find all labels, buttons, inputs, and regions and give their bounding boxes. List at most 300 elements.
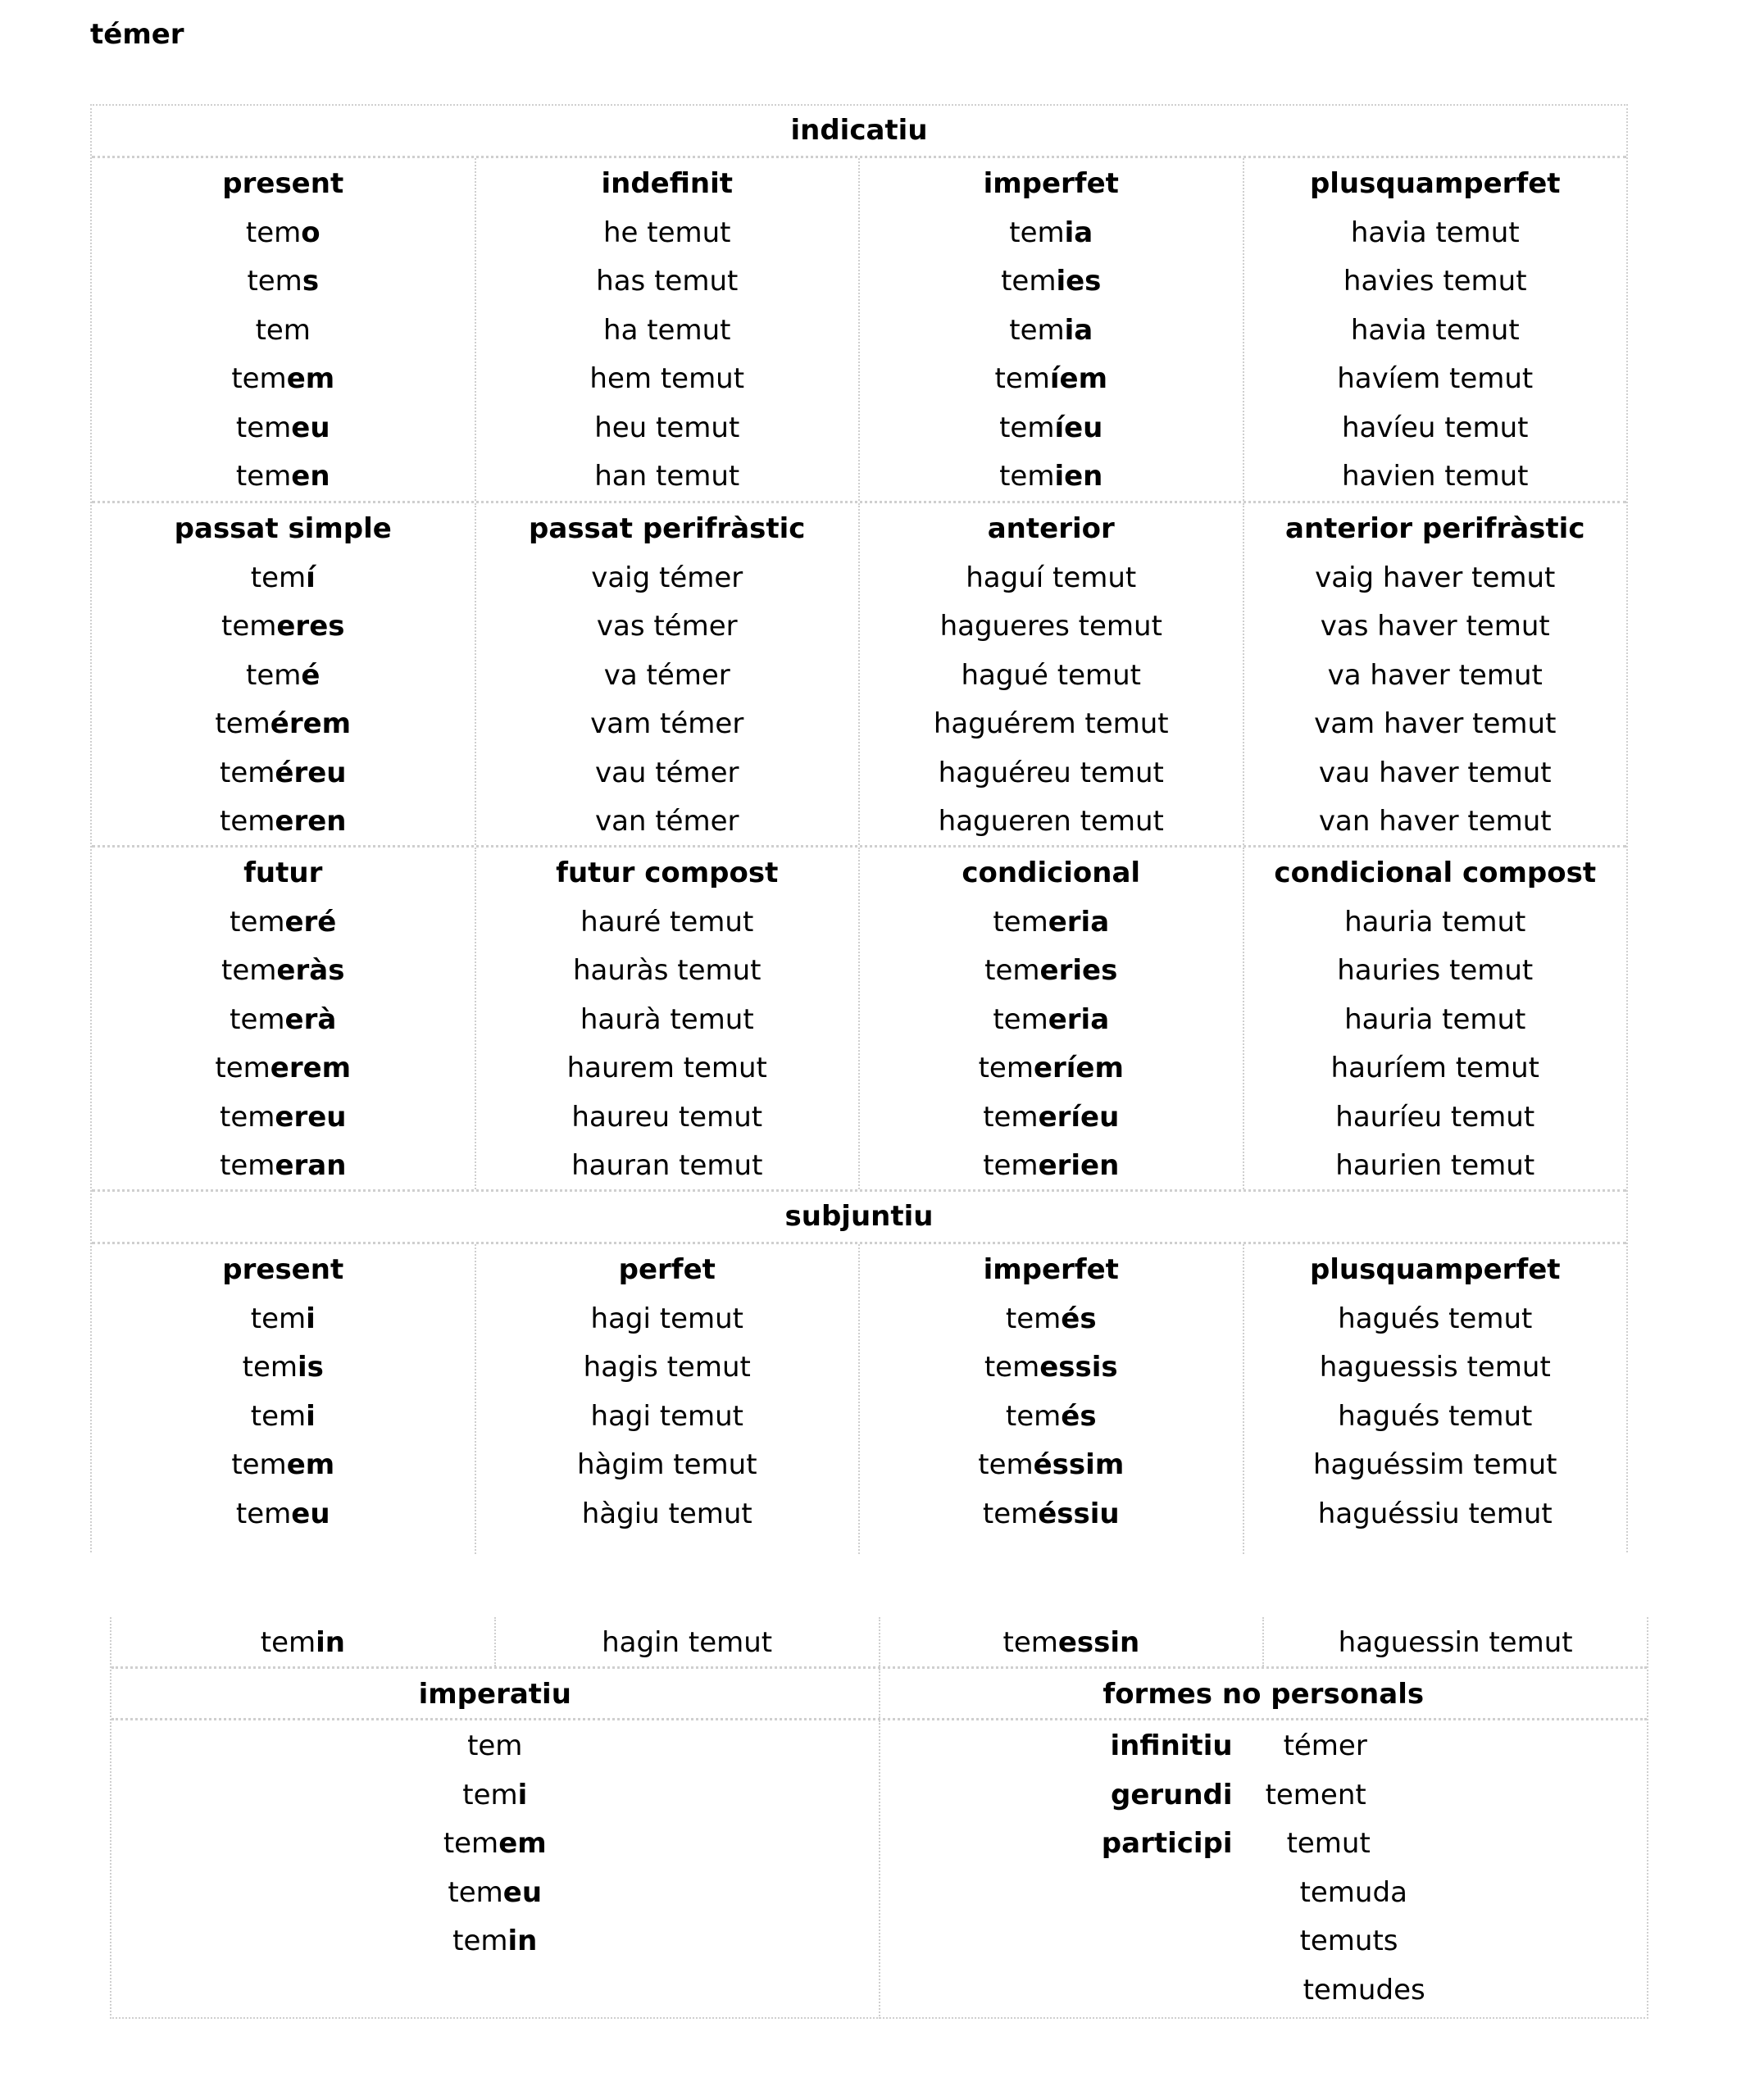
verb-ending: íeu bbox=[1054, 411, 1103, 444]
verb-form bbox=[476, 257, 859, 307]
verb-stem: haguéssiu temut bbox=[1317, 1497, 1553, 1530]
verb-stem: tem bbox=[220, 805, 275, 838]
verb-form bbox=[1264, 1619, 1647, 1668]
verb-stem: tem bbox=[467, 1729, 523, 1762]
verb-form bbox=[92, 355, 475, 404]
verb-form bbox=[1244, 209, 1627, 258]
verb-ending: eries bbox=[1039, 954, 1118, 987]
verb-stem: tem bbox=[993, 1002, 1048, 1036]
verb-form bbox=[860, 404, 1243, 453]
verb-ending: ia bbox=[1064, 313, 1093, 347]
verb-ending: erem bbox=[270, 1052, 352, 1084]
tense-column bbox=[1244, 158, 1627, 501]
verb-stem: hauria temut bbox=[1344, 1002, 1526, 1036]
verb-stem: va haver temut bbox=[1327, 658, 1543, 692]
verb-stem: havia temut bbox=[1350, 313, 1520, 347]
verb-ending: eu bbox=[291, 411, 330, 444]
tense-column bbox=[860, 158, 1244, 501]
verb-form bbox=[92, 1142, 475, 1191]
verb-stem: tem bbox=[221, 954, 277, 987]
verb-form bbox=[92, 798, 475, 847]
verb-stem: tem bbox=[235, 460, 292, 493]
verb-form bbox=[111, 1722, 879, 1771]
verb-ending: eres bbox=[276, 610, 345, 643]
verb-stem: tem bbox=[448, 1875, 503, 1909]
verb-stem: vam témer bbox=[590, 707, 744, 740]
tense-column bbox=[476, 158, 861, 501]
verb-form bbox=[476, 1295, 859, 1344]
verb-ending: erien bbox=[1038, 1149, 1120, 1182]
verb-form bbox=[1244, 452, 1627, 502]
verb-form bbox=[860, 1044, 1243, 1093]
verb-form bbox=[496, 1619, 879, 1668]
verb-stem: hagi temut bbox=[590, 1302, 743, 1335]
verb-stem: haguí temut bbox=[966, 561, 1137, 594]
verb-ending: em bbox=[286, 362, 335, 395]
verb-form bbox=[92, 1441, 475, 1490]
verb-form bbox=[860, 602, 1243, 652]
imperatiu-column bbox=[111, 1720, 880, 2019]
verb-stem: han temut bbox=[594, 460, 740, 493]
tense-column bbox=[1264, 1617, 1647, 1666]
verb-form bbox=[92, 554, 475, 603]
verb-ending: ia bbox=[1064, 216, 1093, 249]
verb-ending: o bbox=[301, 216, 321, 249]
verb-form bbox=[1244, 1093, 1627, 1143]
label-participi: participi bbox=[1101, 1827, 1233, 1860]
tense-block-1 bbox=[92, 158, 1626, 503]
verb-stem: vaig témer bbox=[591, 561, 743, 594]
formes-no-personals-column bbox=[880, 1720, 1648, 2019]
verb-stem: tem bbox=[215, 707, 271, 740]
verb-form bbox=[476, 209, 859, 258]
verb-stem: tem bbox=[221, 610, 277, 643]
verb-stem: tem bbox=[978, 1448, 1034, 1481]
verb-stem: hàgiu temut bbox=[581, 1497, 752, 1530]
verb-stem: tem bbox=[983, 1149, 1039, 1182]
label-infinitiu: infinitiu bbox=[1110, 1729, 1233, 1762]
verb-stem: hauré temut bbox=[580, 905, 754, 939]
verb-form bbox=[1244, 1441, 1627, 1490]
verb-stem: tem bbox=[220, 756, 275, 789]
tense-header: passat simple bbox=[174, 512, 392, 545]
verb-form bbox=[92, 1343, 475, 1393]
mood-header-subjuntiu: subjuntiu bbox=[92, 1192, 1626, 1244]
page-title: témer bbox=[90, 18, 184, 51]
verb-stem: hagué temut bbox=[961, 658, 1141, 692]
verb-form bbox=[1244, 554, 1627, 603]
tense-header: condicional compost bbox=[1274, 857, 1597, 889]
verb-stem: va témer bbox=[603, 658, 730, 692]
verb-stem: haureu temut bbox=[571, 1100, 763, 1134]
verb-form bbox=[860, 307, 1243, 356]
verb-stem: tem bbox=[984, 1351, 1040, 1384]
verb-stem: hauràs temut bbox=[572, 954, 762, 987]
verb-form bbox=[1244, 700, 1627, 749]
verb-ending: í bbox=[306, 561, 316, 594]
conjugation-table-main bbox=[90, 104, 1628, 1552]
tense-block-2 bbox=[92, 503, 1626, 848]
verb-ending: eria bbox=[1048, 1002, 1110, 1036]
verb-form bbox=[1244, 307, 1627, 356]
verb-form bbox=[1244, 652, 1627, 701]
verb-form bbox=[111, 1771, 879, 1820]
verb-form bbox=[860, 452, 1243, 502]
verb-stem: haurien temut bbox=[1335, 1149, 1535, 1182]
verb-form bbox=[1244, 602, 1627, 652]
verb-ending: és bbox=[1061, 1302, 1097, 1335]
verb-stem: havia temut bbox=[1350, 216, 1520, 249]
verb-stem: tem bbox=[1005, 1399, 1062, 1433]
tense-column bbox=[476, 503, 861, 845]
verb-form bbox=[860, 1093, 1243, 1143]
verb-stem: hagi temut bbox=[590, 1399, 743, 1433]
verb-stem: hauria temut bbox=[1344, 905, 1526, 939]
verb-form bbox=[1244, 1295, 1627, 1344]
verb-stem: haguessis temut bbox=[1319, 1351, 1551, 1384]
verb-stem: he temut bbox=[602, 216, 731, 249]
verb-ending: em bbox=[498, 1827, 547, 1860]
verb-form bbox=[880, 1619, 1263, 1668]
verb-stem: tem bbox=[235, 411, 292, 444]
verb-form bbox=[1244, 996, 1627, 1045]
value-gerundi: tement bbox=[1265, 1778, 1366, 1811]
verb-form bbox=[476, 554, 859, 603]
verb-ending: i bbox=[517, 1778, 528, 1811]
verb-form bbox=[92, 1093, 475, 1143]
verb-ending: eria bbox=[1048, 905, 1110, 939]
verb-form bbox=[92, 404, 475, 453]
verb-form bbox=[1244, 1142, 1627, 1191]
verb-form bbox=[476, 700, 859, 749]
verb-form bbox=[476, 307, 859, 356]
verb-form bbox=[860, 355, 1243, 404]
verb-form bbox=[476, 1343, 859, 1393]
verb-form bbox=[476, 1490, 859, 1539]
verb-stem: tem bbox=[984, 954, 1040, 987]
verb-stem: tem bbox=[220, 1100, 275, 1134]
tense-column bbox=[860, 503, 1244, 845]
verb-stem: tem bbox=[1002, 1626, 1058, 1659]
verb-form bbox=[92, 947, 475, 996]
verb-stem: tem bbox=[235, 1497, 292, 1530]
verb-ending: éssim bbox=[1033, 1448, 1125, 1481]
verb-ending: eríeu bbox=[1038, 1100, 1120, 1134]
tense-column bbox=[880, 1617, 1265, 1666]
tense-header: imperfet bbox=[983, 167, 1119, 200]
tense-header: anterior bbox=[987, 512, 1115, 545]
verb-ending: é bbox=[301, 658, 321, 692]
tense-header: indefinit bbox=[601, 167, 734, 200]
verb-ending: ies bbox=[1056, 265, 1102, 298]
verb-form bbox=[476, 404, 859, 453]
verb-form bbox=[1244, 798, 1627, 847]
subjuntiu-continued-row bbox=[111, 1617, 1647, 1669]
verb-stem: havíem temut bbox=[1337, 362, 1534, 395]
verb-stem: hauries temut bbox=[1337, 954, 1534, 987]
verb-stem: tem bbox=[260, 1626, 316, 1659]
verb-form bbox=[1244, 947, 1627, 996]
verb-form bbox=[860, 749, 1243, 798]
verb-ending: eràs bbox=[276, 954, 345, 987]
verb-form bbox=[476, 355, 859, 404]
verb-form bbox=[92, 1490, 475, 1539]
verb-form bbox=[860, 652, 1243, 701]
tense-header: plusquamperfet bbox=[1309, 1253, 1561, 1286]
verb-stem: hem temut bbox=[589, 362, 745, 395]
mood-header-row bbox=[111, 1669, 1647, 1720]
verb-form bbox=[476, 452, 859, 502]
tense-column bbox=[860, 1244, 1244, 1554]
verb-stem: van témer bbox=[594, 805, 739, 838]
tense-column bbox=[92, 848, 476, 1189]
verb-ending: éssiu bbox=[1038, 1497, 1120, 1530]
tense-column bbox=[92, 1244, 476, 1554]
verb-ending: in bbox=[316, 1626, 345, 1659]
verb-ending: érem bbox=[270, 707, 352, 740]
label-gerundi: gerundi bbox=[1110, 1778, 1233, 1811]
value-participi-masc-pl: temuts bbox=[1299, 1925, 1398, 1957]
tense-column bbox=[476, 848, 861, 1189]
verb-stem: vas haver temut bbox=[1320, 610, 1550, 643]
verb-form bbox=[860, 1343, 1243, 1393]
verb-ending: essis bbox=[1039, 1351, 1118, 1384]
mood-header-indicatiu: indicatiu bbox=[92, 106, 1626, 158]
nonpersonal-labels bbox=[1102, 1722, 1266, 2015]
verb-form bbox=[860, 1441, 1243, 1490]
verb-stem: tem bbox=[982, 1497, 1039, 1530]
verb-stem: hauríem temut bbox=[1330, 1052, 1539, 1084]
verb-form bbox=[860, 1393, 1243, 1442]
verb-stem: tem bbox=[983, 1100, 1039, 1134]
verb-form bbox=[92, 749, 475, 798]
verb-stem: haguérem temut bbox=[933, 707, 1169, 740]
verb-form bbox=[1244, 404, 1627, 453]
value-infinitiu: témer bbox=[1283, 1729, 1367, 1762]
verb-stem: haguéreu temut bbox=[938, 756, 1164, 789]
verb-form bbox=[476, 652, 859, 701]
verb-form bbox=[476, 1093, 859, 1143]
verb-ending: eren bbox=[275, 805, 347, 838]
verb-stem: vas témer bbox=[596, 610, 738, 643]
verb-ending: i bbox=[306, 1302, 316, 1335]
tense-header: futur bbox=[243, 857, 323, 889]
verb-form bbox=[476, 1044, 859, 1093]
verb-form bbox=[1244, 257, 1627, 307]
verb-form bbox=[1244, 1044, 1627, 1093]
verb-ending: íem bbox=[1049, 362, 1108, 395]
tense-column bbox=[496, 1617, 880, 1666]
verb-stem: hàgim temut bbox=[576, 1448, 757, 1481]
mood-header-imperatiu: imperatiu bbox=[111, 1669, 880, 1718]
tense-column bbox=[111, 1617, 496, 1666]
verb-form bbox=[476, 749, 859, 798]
verb-form bbox=[1244, 1490, 1627, 1539]
verb-stem: ha temut bbox=[603, 313, 731, 347]
verb-stem: vaig haver temut bbox=[1315, 561, 1556, 594]
verb-ending: ereu bbox=[275, 1100, 347, 1134]
verb-form bbox=[92, 700, 475, 749]
verb-form bbox=[860, 947, 1243, 996]
tense-column bbox=[1244, 503, 1627, 845]
verb-stem: hauran temut bbox=[571, 1149, 763, 1182]
tense-header: condicional bbox=[962, 857, 1141, 889]
verb-stem: havies temut bbox=[1343, 265, 1527, 298]
verb-stem: tem bbox=[215, 1052, 271, 1084]
verb-stem: havíeu temut bbox=[1342, 411, 1529, 444]
verb-form bbox=[476, 996, 859, 1045]
verb-stem: haurem temut bbox=[566, 1052, 767, 1084]
verb-stem: tem bbox=[999, 411, 1055, 444]
tense-column bbox=[860, 848, 1244, 1189]
value-participi-fem-pl: temudes bbox=[1303, 1973, 1425, 2007]
verb-form bbox=[860, 1295, 1243, 1344]
verb-form bbox=[111, 1820, 879, 1869]
verb-ending: ien bbox=[1054, 460, 1103, 493]
verb-stem: tem bbox=[999, 460, 1055, 493]
nonpersonal-values bbox=[1266, 1722, 1425, 2015]
verb-ending: s bbox=[302, 265, 320, 298]
verb-form bbox=[476, 898, 859, 948]
verb-stem: vau haver temut bbox=[1318, 756, 1552, 789]
verb-stem: tem bbox=[255, 313, 311, 347]
verb-ending: eríem bbox=[1033, 1052, 1124, 1084]
verb-form bbox=[92, 602, 475, 652]
verb-form bbox=[476, 1441, 859, 1490]
verb-form bbox=[476, 798, 859, 847]
verb-ending: erà bbox=[284, 1002, 337, 1036]
verb-stem: vau témer bbox=[594, 756, 739, 789]
tense-header: plusquamperfet bbox=[1309, 167, 1561, 200]
verb-form bbox=[860, 554, 1243, 603]
verb-form bbox=[92, 452, 475, 502]
verb-form bbox=[476, 947, 859, 996]
verb-stem: hauríeu temut bbox=[1335, 1100, 1535, 1134]
verb-stem: tem bbox=[230, 1002, 285, 1036]
verb-form bbox=[476, 1142, 859, 1191]
verb-stem: havien temut bbox=[1342, 460, 1529, 493]
verb-ending: éreu bbox=[275, 756, 347, 789]
verb-ending: és bbox=[1061, 1399, 1097, 1433]
verb-stem: tem bbox=[443, 1827, 499, 1860]
verb-form bbox=[92, 996, 475, 1045]
verb-stem: hagueren temut bbox=[938, 805, 1164, 838]
verb-form bbox=[1244, 1393, 1627, 1442]
verb-stem: hagués temut bbox=[1338, 1302, 1533, 1335]
verb-form bbox=[860, 898, 1243, 948]
verb-form bbox=[476, 1393, 859, 1442]
verb-stem: tem bbox=[250, 1399, 307, 1433]
verb-stem: tem bbox=[1009, 313, 1065, 347]
verb-stem: tem bbox=[250, 561, 307, 594]
verb-ending: eran bbox=[275, 1149, 347, 1182]
verb-form bbox=[1244, 355, 1627, 404]
tense-column bbox=[92, 503, 476, 845]
tense-header: anterior perifràstic bbox=[1285, 512, 1585, 545]
verb-stem: hagis temut bbox=[583, 1351, 751, 1384]
tense-block-3 bbox=[92, 848, 1626, 1192]
verb-stem: tem bbox=[247, 265, 302, 298]
verb-form bbox=[860, 798, 1243, 847]
verb-stem: vam haver temut bbox=[1314, 707, 1557, 740]
verb-stem: tem bbox=[1001, 265, 1057, 298]
value-participi-fem: temuda bbox=[1299, 1875, 1407, 1909]
verb-form bbox=[111, 1619, 494, 1668]
verb-form bbox=[860, 257, 1243, 307]
tense-column bbox=[1244, 848, 1627, 1189]
verb-form bbox=[476, 602, 859, 652]
verb-form bbox=[860, 1490, 1243, 1539]
verb-stem: tem bbox=[462, 1778, 518, 1811]
tense-column bbox=[476, 1244, 861, 1554]
verb-stem: haguéssim temut bbox=[1313, 1448, 1557, 1481]
verb-ending: is bbox=[297, 1351, 324, 1384]
verb-stem: has temut bbox=[596, 265, 739, 298]
verb-form bbox=[860, 700, 1243, 749]
verb-form bbox=[92, 257, 475, 307]
verb-stem: tem bbox=[231, 362, 287, 395]
verb-form bbox=[92, 307, 475, 356]
verb-stem: tem bbox=[1009, 216, 1065, 249]
verb-ending: i bbox=[306, 1399, 316, 1433]
verb-form bbox=[92, 652, 475, 701]
verb-stem: tem bbox=[220, 1149, 275, 1182]
verb-ending: eu bbox=[502, 1875, 543, 1909]
verb-stem: tem bbox=[1005, 1302, 1062, 1335]
verb-ending: em bbox=[286, 1448, 335, 1481]
tense-header: futur compost bbox=[556, 857, 779, 889]
verb-stem: hagueres temut bbox=[939, 610, 1162, 643]
verb-form bbox=[92, 209, 475, 258]
verb-stem: haguessin temut bbox=[1338, 1626, 1573, 1659]
verb-stem: tem bbox=[994, 362, 1050, 395]
verb-form bbox=[92, 898, 475, 948]
mood-header-formes-no-personals: formes no personals bbox=[1102, 1678, 1425, 1711]
verb-form bbox=[860, 996, 1243, 1045]
verb-stem: hagués temut bbox=[1338, 1399, 1533, 1433]
tense-header: present bbox=[222, 1253, 344, 1286]
verb-stem: van haver temut bbox=[1318, 805, 1552, 838]
verb-stem: heu temut bbox=[594, 411, 740, 444]
verb-form bbox=[111, 1869, 879, 1918]
verb-ending: eré bbox=[284, 905, 337, 939]
verb-ending: eu bbox=[291, 1497, 330, 1530]
verb-ending: in bbox=[507, 1925, 538, 1957]
verb-form bbox=[860, 209, 1243, 258]
verb-stem: tem bbox=[242, 1351, 298, 1384]
verb-form bbox=[1244, 898, 1627, 948]
verb-stem: tem bbox=[245, 216, 302, 249]
verb-stem: hagin temut bbox=[602, 1626, 773, 1659]
tense-block-subjuntiu bbox=[92, 1244, 1626, 1554]
verb-stem: tem bbox=[993, 905, 1048, 939]
tense-column bbox=[92, 158, 476, 501]
verb-ending: en bbox=[291, 460, 330, 493]
verb-stem: haurà temut bbox=[580, 1002, 754, 1036]
verb-stem: tem bbox=[978, 1052, 1034, 1084]
verb-stem: tem bbox=[246, 658, 302, 692]
value-participi: temut bbox=[1286, 1827, 1371, 1860]
verb-stem: tem bbox=[230, 905, 285, 939]
verb-form bbox=[92, 1393, 475, 1442]
verb-form bbox=[860, 1142, 1243, 1191]
tense-header: present bbox=[222, 167, 344, 200]
verb-stem: tem bbox=[452, 1925, 508, 1957]
tense-column bbox=[1244, 1244, 1627, 1554]
tense-header: perfet bbox=[618, 1253, 716, 1286]
verb-form bbox=[111, 1917, 879, 1966]
verb-ending: essin bbox=[1057, 1626, 1140, 1659]
